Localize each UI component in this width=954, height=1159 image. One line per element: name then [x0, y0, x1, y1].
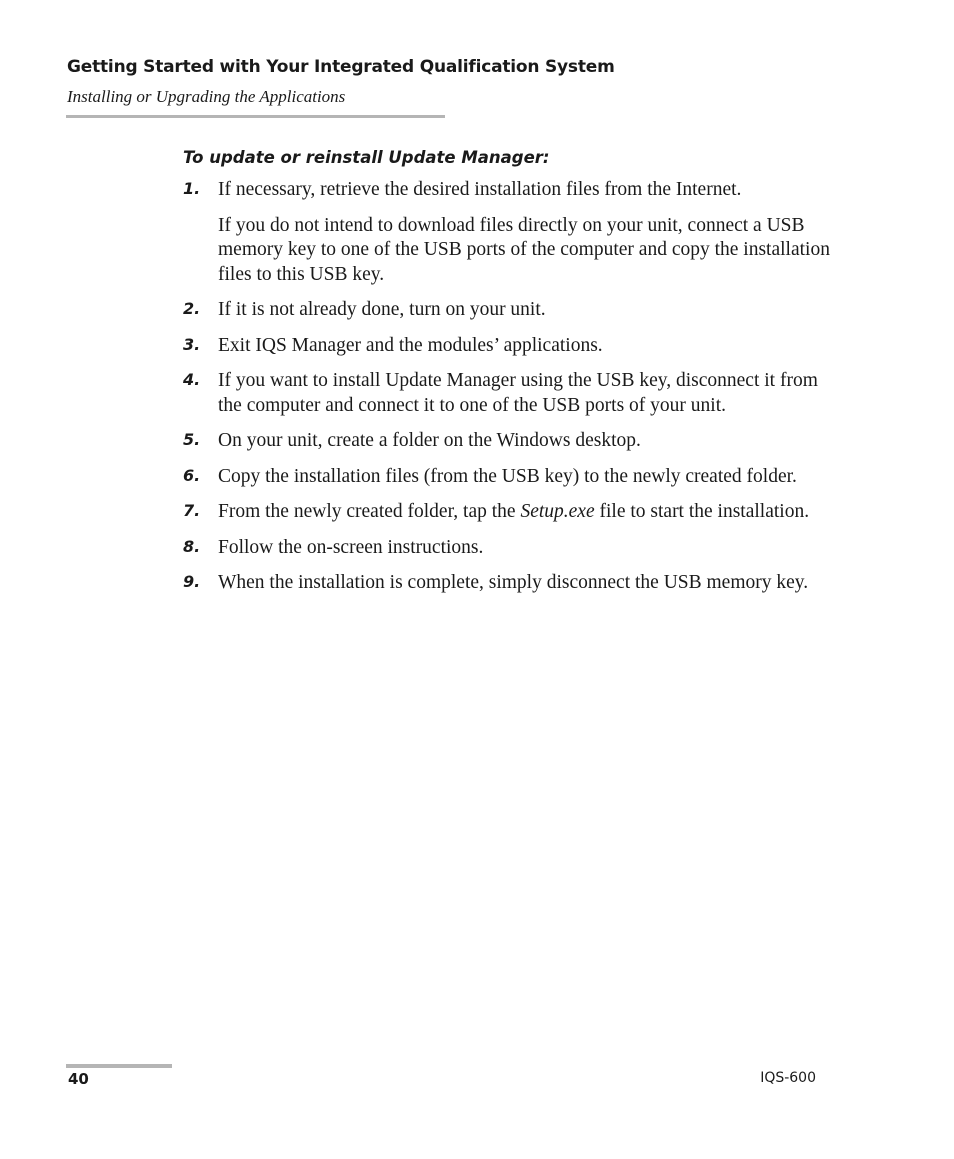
step-text: If you want to install Update Manager using the USB key, disconnect it from the computer and connect it to one of the USB ports of your unit.	[218, 370, 818, 416]
step-item	[183, 536, 833, 561]
step-number: 8.	[183, 536, 201, 556]
step-number: 2.	[183, 299, 201, 318]
step-number: 6.	[183, 465, 201, 485]
step-text: On your unit, create a folder on the Windows desktop.	[218, 430, 641, 451]
step-text: Exit IQS Manager and the modules’ applications.	[218, 334, 603, 356]
step-text: Follow the on-screen instructions.	[218, 536, 484, 558]
step-item	[183, 178, 833, 287]
step-text	[218, 500, 833, 525]
step-number: 9.	[183, 572, 201, 591]
step-text: If it is not already done, turn on your unit.	[218, 299, 546, 320]
step-item	[183, 500, 833, 525]
product-name: IQS-600	[760, 1070, 816, 1086]
step-text: If necessary, retrieve the desired installation files from the Internet.	[218, 179, 742, 200]
step-text-after: file to start the installation.	[594, 501, 810, 522]
procedure-title: To update or reinstall Update Manager:	[183, 148, 550, 167]
step-number: 5.	[183, 430, 201, 449]
step-text: When the installation is complete, simply disconnect the USB memory key.	[218, 572, 809, 593]
step-note: If you do not intend to download files directly on your unit, connect a USB memory key to one of the USB ports of the computer and copy the installation files to this USB key.	[218, 214, 830, 285]
footer-divider	[66, 1064, 172, 1068]
header-divider	[66, 115, 445, 118]
step-text-before: From the newly created folder, tap the	[218, 501, 521, 522]
procedure-steps	[183, 178, 833, 607]
step-item	[183, 298, 833, 323]
step-number: 3.	[183, 334, 201, 354]
step-item	[183, 465, 833, 490]
page-number: 40	[68, 1070, 89, 1088]
step-item	[183, 334, 833, 359]
step-item	[183, 571, 833, 596]
setup-filename: Setup.exe	[520, 501, 595, 522]
step-text: Copy the installation files (from the USB key) to the newly created folder.	[218, 465, 797, 487]
step-item	[183, 369, 833, 418]
step-number: 4.	[183, 370, 201, 389]
running-header-subtitle: Installing or Upgrading the Applications	[67, 87, 346, 106]
step-item	[183, 429, 833, 454]
step-number: 7.	[183, 501, 201, 520]
step-number: 1.	[183, 179, 201, 198]
running-header-title: Getting Started with Your Integrated Qualification System	[67, 57, 615, 77]
